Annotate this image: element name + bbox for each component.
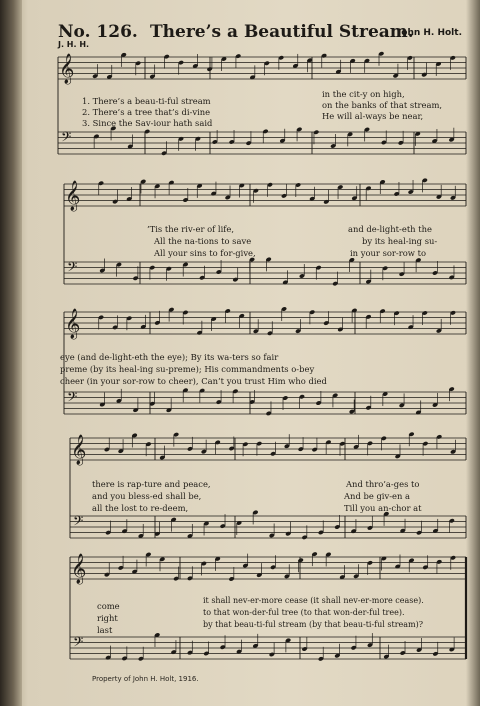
lyric-s5-v3-b: by that beau-ti-ful stream (by that beau-ti-ful stream)? — [203, 620, 424, 629]
treble-clef-4: 𝄞 — [71, 435, 87, 465]
lyric-s4-v1-a: there is rap-ture and peace, — [92, 479, 211, 489]
bass-notes-3 — [99, 386, 455, 416]
treble-clef-5: 𝄞 — [71, 554, 87, 584]
lyric-s4-v3-b: Till you an-chor at — [344, 503, 422, 513]
bass-notes-1 — [93, 126, 454, 156]
composer-credit: John H. Holt. — [397, 28, 462, 38]
lyric-s5-v1-a: come — [97, 601, 120, 611]
lyric-s2-v1-b: and de-light-eth the — [348, 224, 432, 234]
treble-clef-3: 𝄞 — [65, 309, 81, 339]
lyric-s3-v1: eye (and de-light-eth the eye); By its wa-ters so fair — [60, 352, 279, 362]
bass-clef-3: 𝄢 — [67, 389, 78, 408]
lyric-s2-v1-a: ’Tis the riv-er of life, — [147, 224, 235, 234]
lyric-s5-v3-a: last — [97, 625, 113, 635]
bass-staff-5 — [70, 637, 466, 659]
hymn-number: No. 126. — [58, 22, 138, 42]
bass-clef-2: 𝄢 — [67, 259, 78, 278]
bass-clef-5: 𝄢 — [73, 634, 84, 653]
treble-notes-3 — [98, 306, 456, 336]
treble-staff-1 — [58, 57, 466, 79]
lyric-s1-v3-a: 3. Since the Sav-iour hath said — [82, 118, 213, 128]
bass-staff-3 — [64, 392, 466, 414]
lyric-s1-v2-b: on the banks of that stream, — [322, 100, 443, 110]
lyric-s5-v1-b: it shall nev-er-more cease (it shall nev-er-more cease). — [203, 596, 424, 605]
treble-clef-2: 𝄞 — [65, 181, 81, 211]
treble-clef-1: 𝄞 — [59, 54, 75, 84]
lyric-s2-v2-b: by its heal-ing su- — [362, 236, 438, 246]
lyric-s5-v2-a: right — [97, 613, 118, 623]
lyric-s2-v2-a: All the na-tions to save — [154, 236, 252, 246]
bass-staff-4 — [70, 516, 466, 538]
treble-staff-4 — [70, 438, 466, 460]
bass-notes-4 — [105, 510, 455, 540]
lyric-s5-v2-b: to that won-der-ful tree (to that won-der-ful tree). — [203, 608, 405, 617]
lyric-s3-v3: cheer (in your sor-row to cheer), Can’t you trust Him who died — [60, 376, 327, 386]
lyric-s1-v2-a: 2. There’s a tree that’s di-vine — [82, 107, 211, 117]
treble-staff-3 — [64, 312, 466, 334]
treble-notes-4 — [104, 432, 456, 461]
lyric-s4-v2-b: And be giv-en a — [344, 491, 411, 501]
lyric-s3-v2: preme (by its heal-ing su-preme); His commandments o-bey — [60, 364, 315, 374]
lyric-s4-v1-b: And thro’a-ges to — [346, 479, 420, 489]
lyric-s1-v1-b: in the cit-y on high, — [322, 89, 405, 99]
lyric-s4-v2-a: and you bless-ed shall be, — [92, 491, 202, 501]
lyric-s2-v3-b: in your sor-row to — [350, 248, 427, 258]
bass-clef-1: 𝄢 — [61, 129, 72, 148]
bass-staff-1 — [58, 132, 466, 154]
bass-staff-2 — [64, 262, 466, 284]
lyricist-credit: J. H. H. — [58, 40, 90, 49]
copyright-footer: Property of John H. Holt, 1916. — [92, 675, 199, 683]
treble-notes-1 — [92, 51, 456, 80]
lyric-s1-v3-b: He will al-ways be near, — [322, 111, 424, 121]
lyric-s2-v3-a: All your sins to for-give, — [154, 248, 256, 258]
treble-staff-2 — [64, 184, 466, 206]
hymn-title: There’s a Beautiful Stream. — [150, 22, 414, 42]
treble-notes-5 — [104, 551, 456, 581]
lyric-s1-v1-a: 1. There’s a beau-ti-ful stream — [82, 96, 211, 106]
bass-notes-2 — [99, 257, 455, 287]
bass-clef-4: 𝄢 — [73, 513, 84, 532]
treble-staff-5 — [70, 557, 466, 579]
lyric-s4-v3-a: all the lost to re-deem, — [92, 503, 189, 513]
